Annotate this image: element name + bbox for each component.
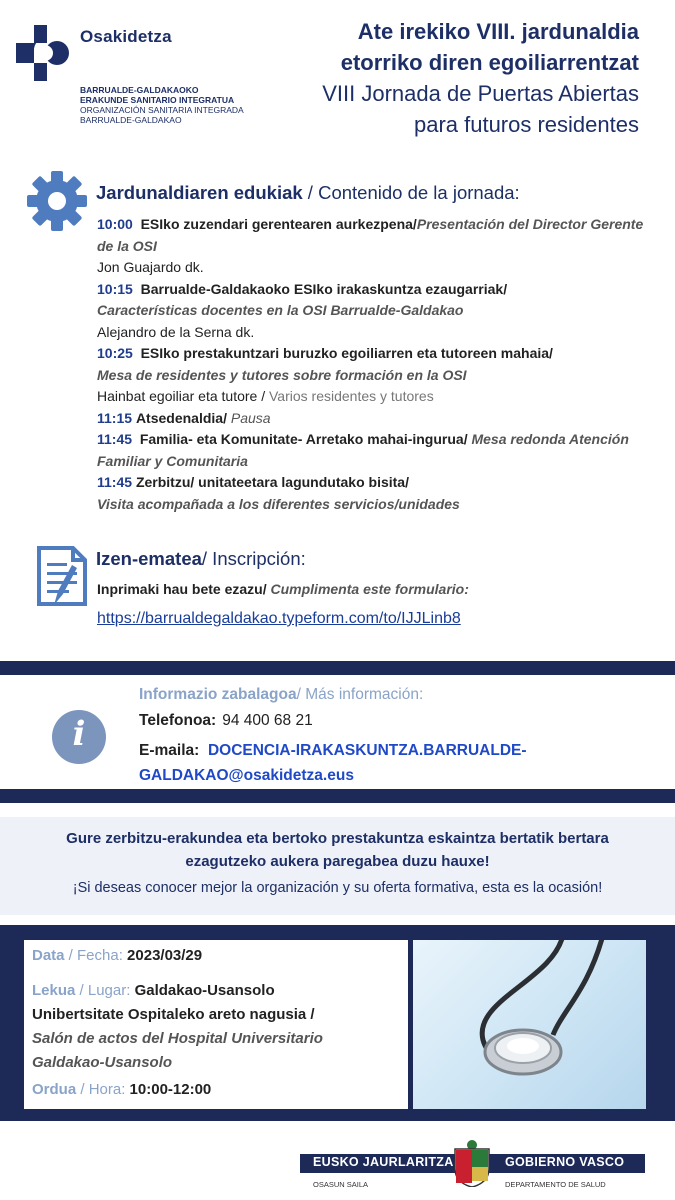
- speaker: Jon Guajardo dk.: [97, 259, 204, 275]
- program-list: [97, 214, 657, 515]
- footer-left-title: EUSKO JAURLARITZA: [313, 1155, 454, 1169]
- list-item: 11:45 Familia- eta Komunitate- Arretako mahai-ingurua/ Mesa redonda Atención Familiar y Comunitaria: [97, 431, 629, 469]
- speaker: Alejandro de la Serna dk.: [97, 323, 255, 340]
- registration-heading: Izen-ematea/ Inscripción:: [96, 548, 306, 569]
- list-item: 11:45 Zerbitzu/ unitateetara lagundutako bisita/ Visita acompañada a los diferentes servicios/unidades: [97, 474, 460, 512]
- program-heading: Jardunaldiaren edukiak / Contenido de la jornada:: [96, 182, 520, 203]
- info-icon: i: [52, 710, 106, 764]
- list-item: 10:25 ESIko prestakuntzari buruzko egoiliarren eta tutoreen mahaia/ Mesa de residentes y tutores sobre formación en la OSI: [97, 345, 553, 383]
- email-link[interactable]: DOCENCIA-IRAKASKUNTZA.BARRUALDE- GALDAKAO@osakidetza.eus: [139, 742, 527, 784]
- title-eu-line-1: Ate irekiko VIII. jardunaldia: [357, 19, 639, 44]
- title-eu-line-2: etorriko diren egoiliarrentzat: [340, 50, 639, 75]
- title-es-line-2: para futuros residentes: [413, 112, 639, 137]
- stethoscope-image: [413, 940, 646, 1109]
- footer-right-title: GOBIERNO VASCO: [505, 1155, 625, 1169]
- footer-left-subtitle: OSASUN SAILA: [313, 1180, 369, 1189]
- speaker: Hainbat egoiliar eta tutore / Varios residentes y tutores: [97, 388, 434, 404]
- osakidetza-logo-icon: [16, 25, 71, 81]
- phone: Telefonoa: 94 400 68 21: [139, 712, 313, 729]
- place-row: Lekua / Lugar: Galdakao-Usansolo Unibertsitate Ospitaleko areto nagusia / Salón de actos del Hospital Universitario Galdakao-Usansolo: [32, 982, 323, 1071]
- list-item: 10:00 ESIko zuzendari gerentearen aurkezpena/Presentación del Director Gerente de la OSI: [97, 216, 644, 254]
- organization-name: BARRUALDE-GALDAKAOKO ERAKUNDE SANITARIO INTEGRATUA ORGANIZACIÓN SANITARIA INTEGRADA BARRUALDE-GALDAKAO: [80, 85, 244, 125]
- time-row: Ordua / Hora: 10:00-12:00: [32, 1081, 212, 1098]
- date-row: Data / Fecha: 2023/03/29: [32, 947, 203, 964]
- info-band-top: [0, 661, 675, 675]
- info-band-bottom: [0, 789, 675, 803]
- registration-form-link[interactable]: https://barrualdegaldakao.typeform.com/to/IJJLinb8: [97, 610, 461, 627]
- message-eu: Gure zerbitzu-erakundea eta bertoko prestakuntza eskaintza bertatik bertara ezagutzeko aukera paregabea duzu hauxe!: [66, 830, 609, 870]
- message-es: ¡Si deseas conocer mejor la organización y su oferta formativa, esta es la ocasión!: [72, 880, 603, 896]
- title-es-line-1: VIII Jornada de Puertas Abiertas: [322, 81, 639, 106]
- form-document-icon: [36, 545, 88, 607]
- list-item: 11:15 Atsedenaldia/ Pausa: [97, 409, 271, 426]
- gear-icon: [26, 170, 88, 232]
- email: E-maila: DOCENCIA-IRAKASKUNTZA.BARRUALDE- GALDAKAO@osakidetza.eus: [139, 742, 527, 784]
- basque-government-shield-icon: [452, 1139, 492, 1187]
- page-title: [279, 16, 639, 140]
- registration-instruction: Inprimaki hau bete ezazu/ Cumplimenta este formulario:: [97, 581, 469, 597]
- footer-right-subtitle: DEPARTAMENTO DE SALUD: [505, 1180, 606, 1189]
- logo-name: Osakidetza: [80, 27, 172, 46]
- info-heading: Informazio zabalagoa/ Más información:: [139, 686, 424, 703]
- list-item: 10:15 Barrualde-Galdakaoko ESIko irakaskuntza ezaugarriak/ Características docentes en la OSI Barrualde-Galdakao: [97, 280, 508, 318]
